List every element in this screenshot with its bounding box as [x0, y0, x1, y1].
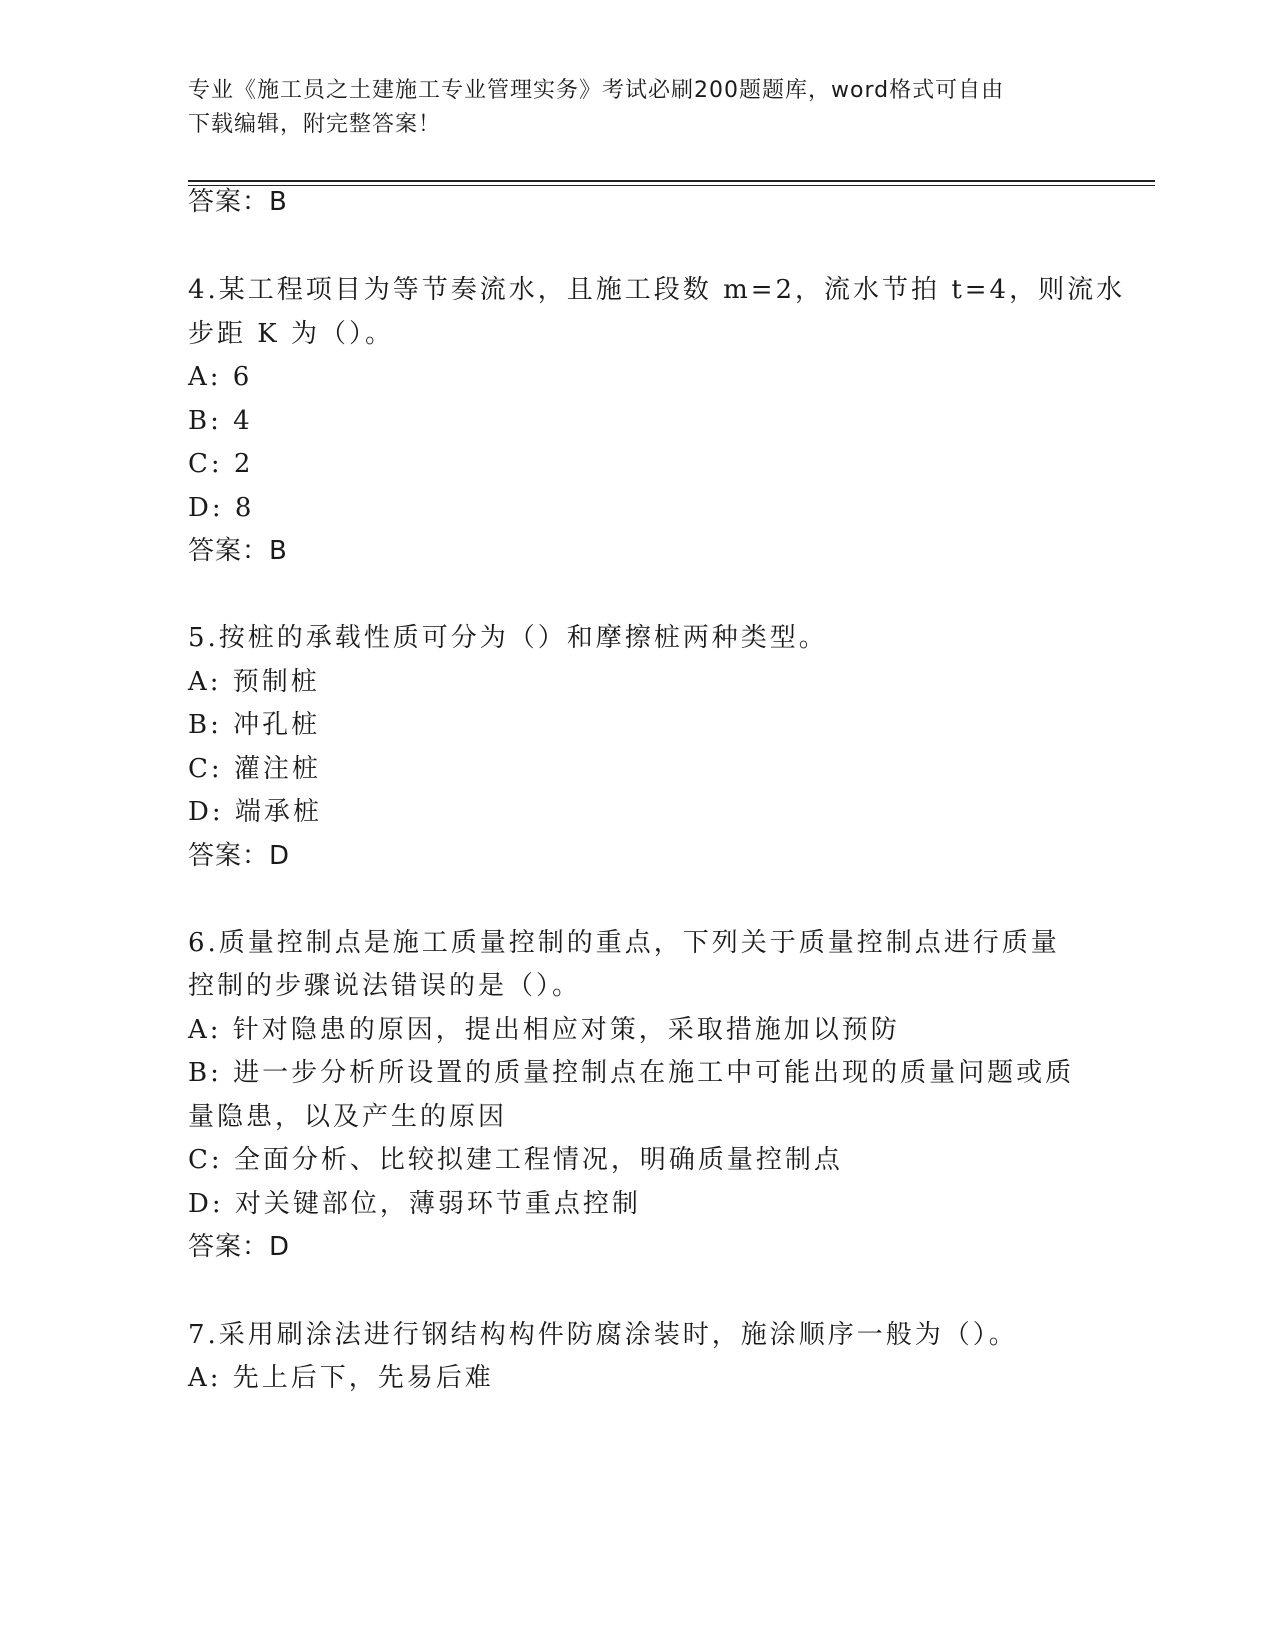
header-line-1: 专业《施工员之土建施工专业管理实务》考试必刷200题题库，word格式可自由 [188, 78, 1005, 103]
question-6-option-d: D: 对关键部位，薄弱环节重点控制 [188, 1189, 641, 1219]
question-7-stem-line-1: 7.采用刷涂法进行钢结构构件防腐涂装时，施涂顺序一般为（）。 [188, 1320, 1018, 1350]
question-4-option-c: C: 2 [188, 449, 254, 479]
question-4-stem-line-1: 4.某工程项目为等节奏流水，且施工段数 m=2，流水节拍 t=4，则流水 [188, 275, 1126, 305]
question-5-option-c: C: 灌注桩 [188, 754, 321, 784]
question-4-option-d: D: 8 [188, 493, 255, 523]
header-divider-thin [188, 185, 1155, 186]
question-4-option-b: B: 4 [188, 406, 253, 436]
question-5-option-d: D: 端承桩 [188, 797, 322, 827]
question-5-option-a: A: 预制桩 [188, 667, 320, 697]
question-4-option-a: A: 6 [188, 362, 253, 392]
question-6-option-a: A: 针对隐患的原因，提出相应对策，采取措施加以预防 [188, 1015, 900, 1045]
question-6-option-c: C: 全面分析、比较拟建工程情况，明确质量控制点 [188, 1145, 843, 1175]
question-6-stem-line-2: 控制的步骤说法错误的是（）。 [188, 971, 582, 1001]
answer-q6: 答案：D [188, 1232, 291, 1262]
question-7-option-a: A: 先上后下，先易后难 [188, 1363, 494, 1393]
header-line-2: 下载编辑，附完整答案！ [188, 112, 442, 137]
question-4-stem-line-2: 步距 K 为（）。 [188, 319, 394, 349]
header-divider-thick [188, 180, 1155, 182]
question-6-option-b-line-1: B: 进一步分析所设置的质量控制点在施工中可能出现的质量问题或质 [188, 1058, 1075, 1088]
answer-q3: 答案：B [188, 187, 288, 217]
question-5-stem-line-1: 5.按桩的承载性质可分为（）和摩擦桩两种类型。 [188, 623, 828, 653]
answer-q5: 答案：D [188, 841, 291, 871]
question-5-option-b: B: 冲孔桩 [188, 710, 321, 740]
question-6-stem-line-1: 6.质量控制点是施工质量控制的重点，下列关于质量控制点进行质量 [188, 928, 1060, 958]
question-6-option-b-line-2: 量隐患，以及产生的原因 [188, 1102, 508, 1132]
document-header [188, 74, 1088, 142]
answer-q4: 答案：B [188, 536, 288, 566]
